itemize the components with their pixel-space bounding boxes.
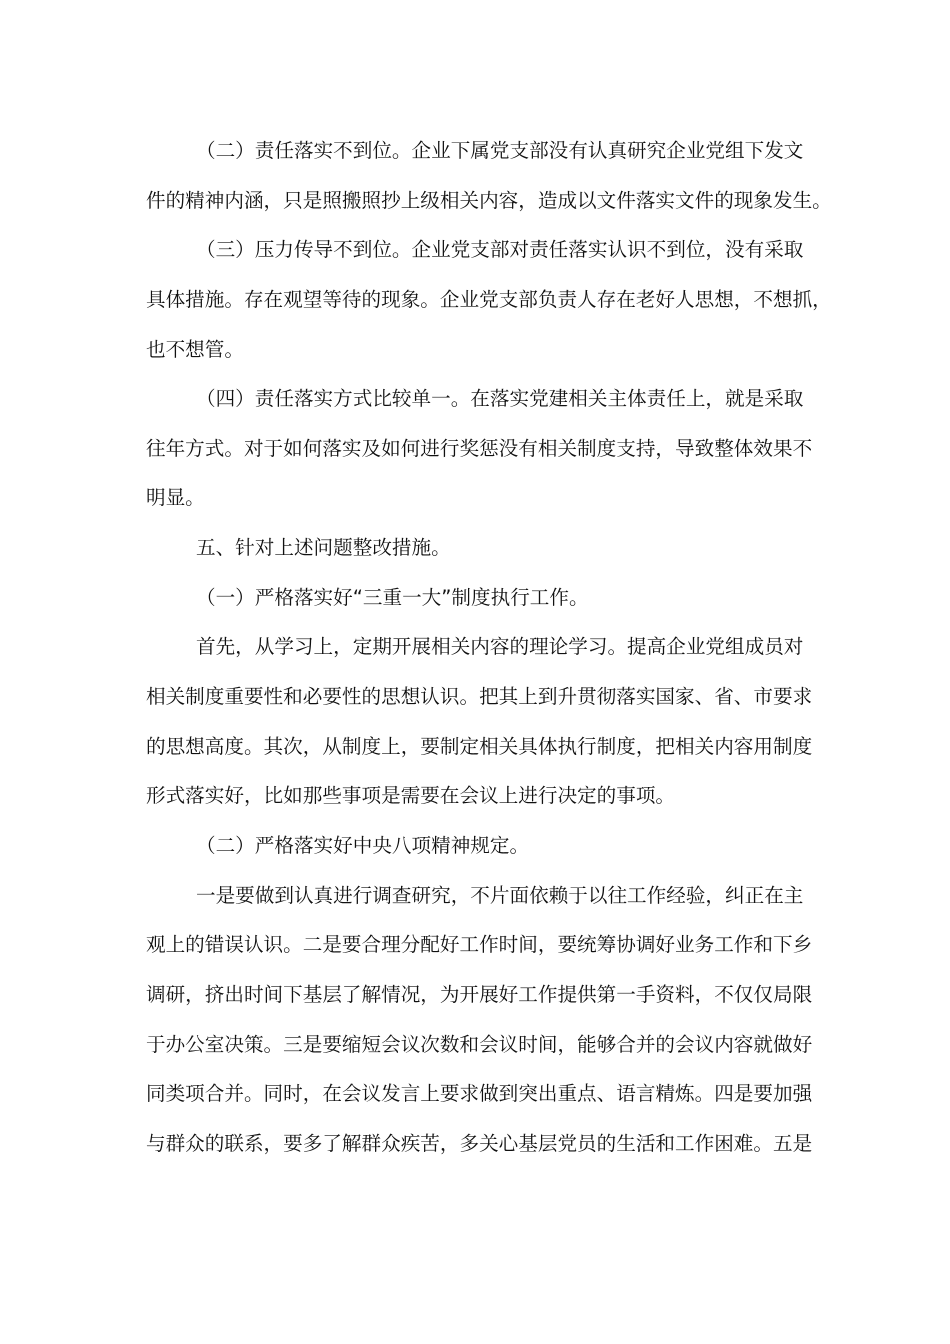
text-line: 也不想管。 xyxy=(146,338,244,361)
text-line: （二）责任落实不到位。企业下属党支部没有认真研究企业党组下发文 xyxy=(196,139,804,162)
text-line: 调研，挤出时间下基层了解情况，为开展好工作提供第一手资料，不仅仅局限 xyxy=(146,983,813,1006)
text-line: （三）压力传导不到位。企业党支部对责任落实认识不到位，没有采取 xyxy=(196,238,804,261)
text-line: 形式落实好，比如那些事项是需要在会议上进行决定的事项。 xyxy=(146,784,676,807)
text-line: 于办公室决策。三是要缩短会议次数和会议时间，能够合并的会议内容就做好 xyxy=(146,1033,813,1056)
subsection-heading: （一）严格落实好“三重一大”制度执行工作。 xyxy=(196,586,589,609)
text-line: 观上的错误认识。二是要合理分配好工作时间，要统筹协调好业务工作和下乡 xyxy=(146,933,813,956)
subsection-heading: （二）严格落实好中央八项精神规定。 xyxy=(196,834,530,857)
text-line: 的思想高度。其次，从制度上，要制定相关具体执行制度，把相关内容用制度 xyxy=(146,735,813,758)
text-line: 件的精神内涵，只是照搬照抄上级相关内容，造成以文件落实文件的现象发生。 xyxy=(146,189,832,212)
section-heading: 五、针对上述问题整改措施。 xyxy=(196,536,451,559)
text-line: （四）责任落实方式比较单一。在落实党建相关主体责任上，就是采取 xyxy=(196,387,804,410)
text-line: 相关制度重要性和必要性的思想认识。把其上到升贯彻落实国家、省、市要求 xyxy=(146,685,813,708)
text-line: 首先，从学习上，定期开展相关内容的理论学习。提高企业党组成员对 xyxy=(196,635,804,658)
text-line: 往年方式。对于如何落实及如何进行奖惩没有相关制度支持，导致整体效果不 xyxy=(146,437,813,460)
text-line: 一是要做到认真进行调查研究，不片面依赖于以往工作经验，纠正在主 xyxy=(196,884,804,907)
text-line: 具体措施。存在观望等待的现象。企业党支部负责人存在老好人思想，不想抓， xyxy=(146,288,832,311)
text-line: 与群众的联系，要多了解群众疾苦，多关心基层党员的生活和工作困难。五是 xyxy=(146,1132,813,1155)
text-line: 明显。 xyxy=(146,486,205,509)
text-line: 同类项合并。同时，在会议发言上要求做到突出重点、语言精炼。四是要加强 xyxy=(146,1082,813,1105)
